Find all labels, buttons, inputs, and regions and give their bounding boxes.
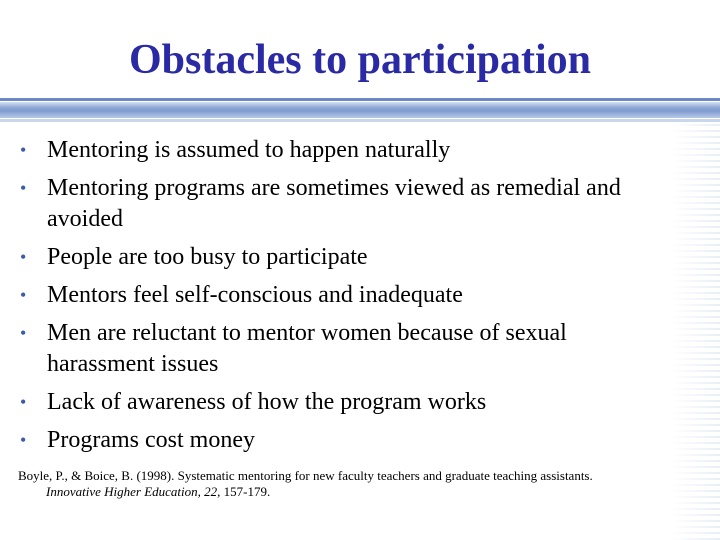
citation-line-1: Boyle, P., & Boice, B. (1998). Systematic mentoring for new faculty teachers and graduate teaching assistants. xyxy=(18,468,593,483)
bullet-text: Mentoring programs are sometimes viewed as remedial and avoided xyxy=(47,175,621,232)
bullet-dot-icon: • xyxy=(20,285,27,305)
bullet-item xyxy=(18,318,678,380)
bullet-text: People are too busy to participate xyxy=(47,244,368,270)
slide-body xyxy=(18,135,678,463)
bullet-item xyxy=(18,135,678,166)
citation xyxy=(18,468,698,500)
title-underline-bar xyxy=(0,98,720,124)
bullet-item xyxy=(18,242,678,273)
title-bar-top-line xyxy=(0,98,720,101)
bullet-item xyxy=(18,425,678,456)
citation-volume: 22 xyxy=(204,484,218,499)
bullet-dot-icon: • xyxy=(20,430,27,450)
slide-title: Obstacles to participation xyxy=(129,37,591,83)
citation-pages: , 157-179. xyxy=(217,484,271,499)
bullet-item xyxy=(18,173,678,235)
title-bar-band xyxy=(0,102,720,118)
bullet-list xyxy=(18,135,678,456)
bullet-item xyxy=(18,280,678,311)
bullet-text: Mentors feel self-conscious and inadequate xyxy=(47,282,463,308)
bullet-dot-icon: • xyxy=(20,140,27,160)
bullet-dot-icon: • xyxy=(20,392,27,412)
bullet-item xyxy=(18,387,678,418)
citation-journal: Innovative Higher Education, xyxy=(46,484,201,499)
bullet-text: Programs cost money xyxy=(47,427,255,453)
bullet-dot-icon: • xyxy=(20,323,27,343)
bullet-text: Mentoring is assumed to happen naturally xyxy=(47,137,451,163)
bullet-text: Lack of awareness of how the program works xyxy=(47,389,487,415)
bullet-text: Men are reluctant to mentor women because of sexual harassment issues xyxy=(47,320,567,377)
citation-line-2 xyxy=(18,484,698,500)
bullet-dot-icon: • xyxy=(20,178,27,198)
bullet-dot-icon: • xyxy=(20,247,27,267)
title-bar-bottom-line xyxy=(0,119,720,122)
